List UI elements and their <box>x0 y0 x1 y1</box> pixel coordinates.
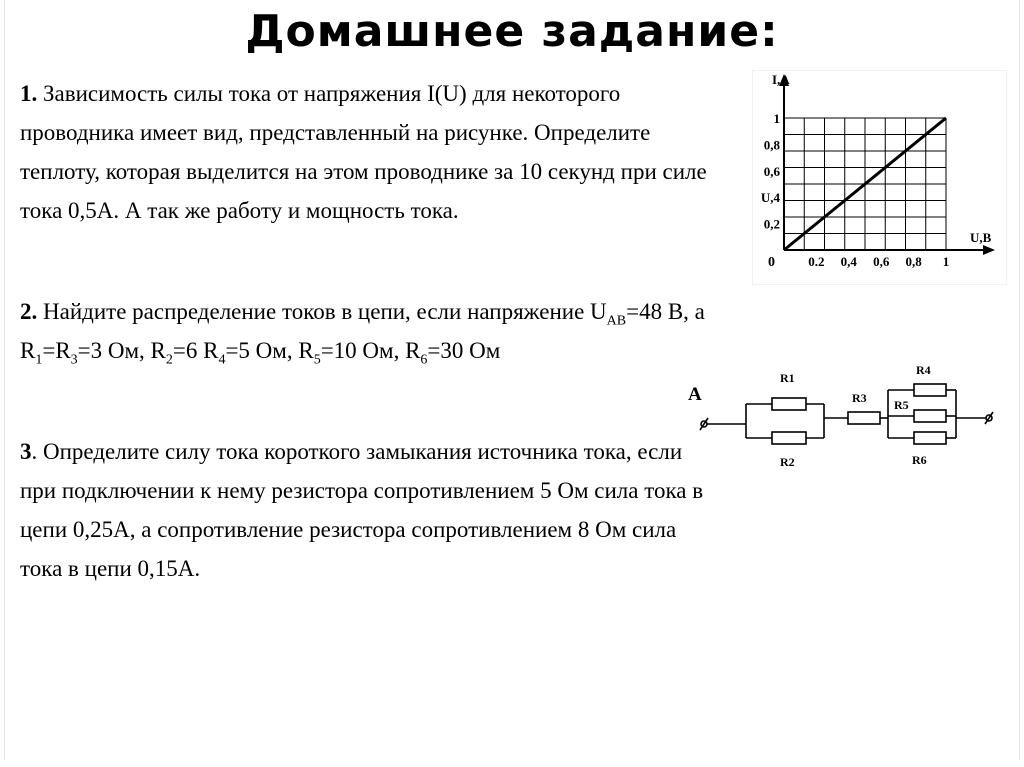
y-tick-label: 0,6 <box>763 163 780 179</box>
resistor-r2 <box>772 432 806 444</box>
x-tick-label: 0,8 <box>905 254 922 269</box>
resistor-r4-label: R4 <box>916 363 931 377</box>
task-3-text: . Определите силу тока короткого замыкания источника тока, если при подключении к нему резистора сопротивлением 5 Ом сила тока в цепи 0,25А, а сопротивление резистора сопротивлением 8 Ом сила тока в цепи 0,15А. <box>20 439 704 581</box>
task-2-text-d: =3 Ом, R <box>77 338 166 363</box>
task-1 <box>20 74 720 230</box>
x-tick-label: 0.2 <box>808 254 825 269</box>
resistor-r2-label: R2 <box>780 455 795 469</box>
task-2-text-b: =48 В, а R <box>20 299 705 363</box>
task-1-text: Зависимость силы тока от напряжения I(U) для некоторого проводника имеет вид, представленный на рисунке. Определите теплоту, которая выделится на этом проводнике за 10 секунд при силе тока 0,5А. А так же работу и мощность тока. <box>20 81 707 223</box>
task-3-number: 3 <box>20 439 32 464</box>
resistor-r5 <box>914 410 946 422</box>
resistor-r3-label: R3 <box>852 391 867 405</box>
task-2-text-f: =5 Ом, R <box>225 338 314 363</box>
origin-label: 0 <box>768 255 775 270</box>
resistor-r6-label: R6 <box>912 453 927 467</box>
y-axis-label: I,A <box>772 72 790 87</box>
task-2-sub-5: 5 <box>313 352 321 368</box>
task-1-number: 1. <box>20 81 38 106</box>
iu-graph <box>752 70 1007 285</box>
resistor-r5-label: R5 <box>894 398 909 412</box>
y-tick-label: 1 <box>773 111 780 126</box>
x-tick-label: 1 <box>942 254 950 269</box>
task-2 <box>20 292 710 370</box>
task-2-sub-1: 1 <box>35 352 43 368</box>
task-2-number: 2. <box>20 299 38 324</box>
resistor-r6 <box>914 432 946 444</box>
task-2-sub-3: 3 <box>70 352 78 368</box>
task-2-text-e: =6 R <box>172 338 219 363</box>
task-2-text-h: =30 Ом <box>427 338 501 363</box>
resistor-r3 <box>848 412 880 424</box>
task-2-sub-6: 6 <box>420 352 428 368</box>
task-2-text-g: =10 Ом, R <box>320 338 421 363</box>
resistor-r4 <box>914 384 946 396</box>
task-2-sub-4: 4 <box>218 352 226 368</box>
y-tick-label: U,4 <box>760 190 780 206</box>
task-2-text-a: Найдите распределение токов в цепи, если напряжение U <box>37 299 607 324</box>
task-2-sub-2: 2 <box>165 352 173 368</box>
task-3 <box>20 432 720 588</box>
task-2-text-c: =R <box>42 338 71 363</box>
circuit-diagram <box>684 360 1004 480</box>
page-title: Домашнее задание: <box>245 6 779 57</box>
task-2-sub-ab: AB <box>606 313 627 329</box>
y-tick-label: 0,2 <box>763 216 780 232</box>
resistor-r1 <box>772 398 806 410</box>
x-tick-label: 0,4 <box>840 254 857 269</box>
x-axis-label: U,B <box>970 230 992 245</box>
terminal-a-label: A <box>688 384 702 405</box>
x-tick-label: 0,6 <box>873 254 890 269</box>
y-tick-label: 0,8 <box>763 137 780 153</box>
resistor-r1-label: R1 <box>780 371 795 385</box>
